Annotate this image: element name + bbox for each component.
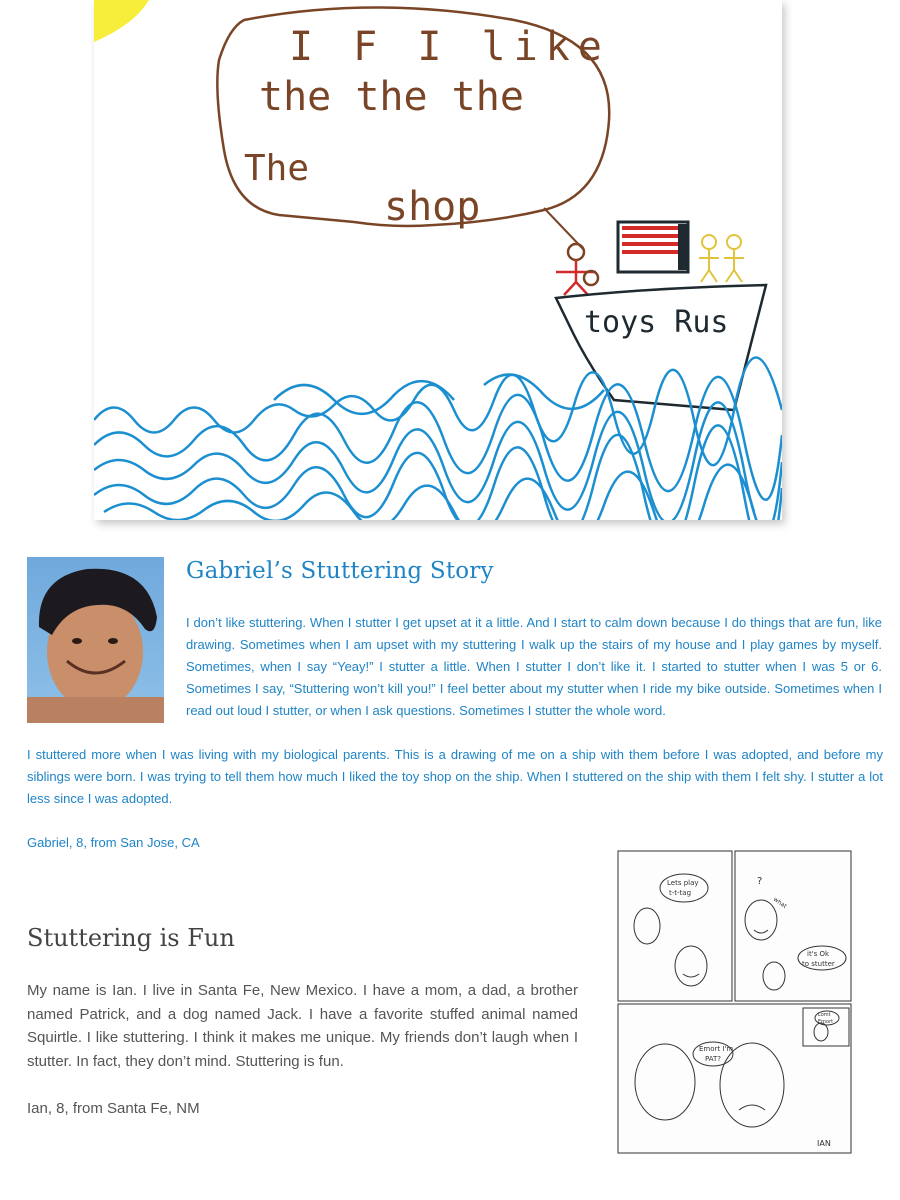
comic-face-3 xyxy=(745,900,777,940)
story-paragraph-2: I stuttered more when I was living with my biological parents. This is a drawing of me on a ship with them before I was adopted, and before my siblings were born. I was trying to tell them how much I liked the toy shop on the ship. When I stuttered on the ship with them I felt shy. I stutter a lot less since I was adopted. xyxy=(27,747,883,806)
story-signature: Gabriel, 8, from San Jose, CA xyxy=(27,835,200,850)
comic-face-4 xyxy=(763,962,785,990)
comic-signature: IAN xyxy=(817,1139,831,1148)
comic-face-5 xyxy=(635,1044,695,1120)
flag xyxy=(618,222,688,272)
child-drawing-ship xyxy=(94,0,782,520)
comic-panel-2-aside: what xyxy=(771,895,788,911)
story-paragraph-1: I don’t like stuttering. When I stutter I get upset at it a little. And I start to calm down because I do things that are fun, like drawing. Sometimes when I am upset with my stuttering I walk up the stairs of my house and I play games by myself. Sometimes, when I say “Yeay!” I stutter a little. When I stutter I don’t like it. I started to stutter when I was 5 or 6. Sometimes I say, “Stuttering won’t kill you!” I feel better about my stutter when I ride my bike outside. Sometimes when I read out loud I stutter, or when I ask questions. Sometimes I stutter the whole word. xyxy=(186,615,882,718)
comic-bubble-1-line-2: t-t-tag xyxy=(669,889,692,897)
boat-label: toys Rus xyxy=(584,305,729,340)
comic-bubble-3-line-1: Emort I'm xyxy=(699,1045,734,1053)
comic-bubble-2-line-1: it's Ok xyxy=(807,950,830,958)
comic-question-mark: ? xyxy=(757,876,763,887)
speech-line-4: shop xyxy=(384,184,481,230)
portrait-svg xyxy=(27,557,164,723)
comic-svg xyxy=(617,850,853,1155)
comic-bubble-4-line-2: Emort xyxy=(818,1019,834,1025)
fun-signature: Ian, 8, from Santa Fe, NM xyxy=(27,1100,200,1117)
comic-panel-1 xyxy=(618,851,732,1001)
child-figure xyxy=(556,244,598,295)
comic-face-2 xyxy=(675,946,707,986)
speech-line-2: the the the xyxy=(259,74,524,120)
comic-panel-2 xyxy=(735,851,851,1001)
speech-line-1: I F I like xyxy=(289,24,610,70)
comic-face-1 xyxy=(634,908,660,944)
story-title: Gabriel’s Stuttering Story xyxy=(186,558,494,584)
comic-bubble-3-line-2: PAT? xyxy=(705,1055,722,1063)
gabriel-photo xyxy=(27,557,164,723)
parent-figures xyxy=(699,235,744,282)
comic-bubble-4-line-1: Lomt xyxy=(818,1012,831,1018)
comic-face-6 xyxy=(720,1043,784,1127)
boat-hull xyxy=(556,285,766,410)
sun-shape xyxy=(94,0,149,42)
speech-line-3: The xyxy=(244,148,310,189)
fun-title: Stuttering is Fun xyxy=(27,924,235,952)
fun-paragraph: My name is Ian. I live in Santa Fe, New Mexico. I have a mom, a dad, a brother named Patrick, and a dog named Jack. I have a favorite stuffed animal named Squirtle. I like stuttering. I think it makes me unique. My friends don’t laugh when I stutter. In fact, they don’t mind. Stuttering is fun. xyxy=(27,982,578,1070)
comic-drawing xyxy=(617,850,853,1155)
comic-bubble-1-line-1: Lets play xyxy=(667,879,699,887)
comic-bubble-2-line-2: to stutter xyxy=(802,960,835,968)
ship-drawing-svg xyxy=(94,0,782,520)
